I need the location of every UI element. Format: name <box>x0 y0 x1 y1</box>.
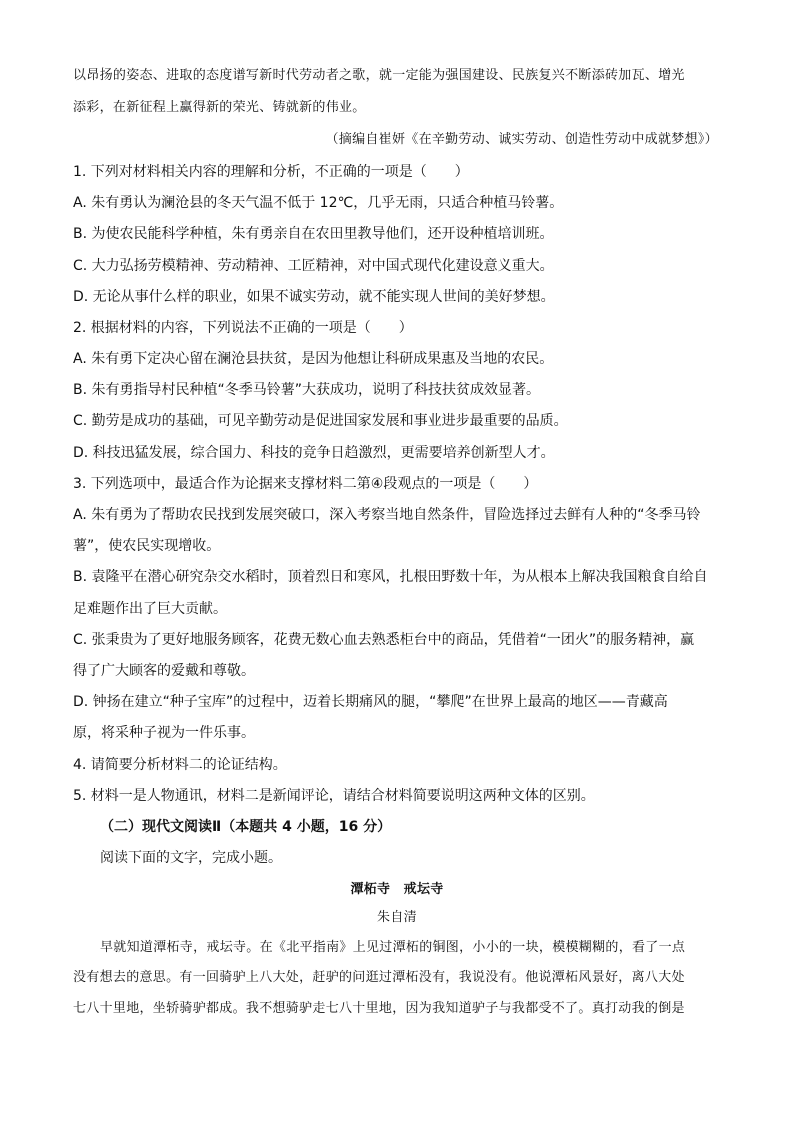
question-3-option-b: B. 袁隆平在潜心研究杂交水稻时，顶着烈日和寒风，扎根田野数十年，为从根本上解决我国粮食自给自 <box>73 569 708 585</box>
article-paragraph-line: 早就知道潭柘寺，戒坛寺。在《北平指南》上见过潭柘的铜图，小小的一块，模模糊糊的，看了一点 <box>100 940 686 955</box>
passage-line: 以昂扬的姿态、进取的态度谱写新时代劳动者之歌，就一定能为强国建设、民族复兴不断添砖加瓦、增光 <box>73 68 685 83</box>
question-3-option-d-cont: 原，将采种子视为一件乐事。 <box>73 725 255 741</box>
question-1-option-c: C. 大力弘扬劳模精神、劳动精神、工匠精神，对中国式现代化建设意义重大。 <box>73 258 554 274</box>
article-author: 朱自清 <box>377 910 417 925</box>
question-3-stem: 3. 下列选项中，最适合作为论据来支撑材料二第④段观点的一项是（ ） <box>73 476 538 492</box>
section-instruction: 阅读下面的文字，完成小题。 <box>100 850 282 866</box>
question-2-stem: 2. 根据材料的内容，下列说法不正确的一项是（ ） <box>73 320 413 336</box>
question-2-option-c: C. 勤劳是成功的基础，可见辛勤劳动是促进国家发展和事业进步最重要的品质。 <box>73 413 568 429</box>
question-1-option-d: D. 无论从事什么样的职业，如果不诚实劳动，就不能实现人世间的美好梦想。 <box>73 289 555 305</box>
question-3-option-c-cont: 得了广大顾客的爱戴和尊敬。 <box>73 663 255 679</box>
question-3-option-b-cont: 足难题作出了巨大贡献。 <box>73 601 227 617</box>
question-2-option-d: D. 科技迅猛发展，综合国力、科技的竞争日趋激烈，更需要培养创新型人才。 <box>73 445 555 461</box>
article-paragraph-line: 七八十里地，坐轿骑驴都成。我不想骑驴走七八十里地，因为我知道驴子与我都受不了。真打动我的倒是 <box>73 1001 685 1016</box>
question-3-option-d: D. 钟扬在建立“种子宝库”的过程中，迈着长期痛风的腿，“攀爬”在世界上最高的地区——青藏高 <box>73 694 668 710</box>
question-2-option-b: B. 朱有勇指导村民种植“冬季马铃薯”大获成功，说明了科技扶贫成效显著。 <box>73 382 541 398</box>
question-3-option-c: C. 张秉贵为了更好地服务顾客，花费无数心血去熟悉柜台中的商品，凭借着“一团火”的服务精神，赢 <box>73 632 695 648</box>
section-heading: （二）现代文阅读Ⅱ（本题共 4 小题，16 分） <box>100 819 392 835</box>
question-1-option-a: A. 朱有勇认为澜沧县的冬天气温不低于 12℃，几乎无雨，只适合种植马铃薯。 <box>73 195 564 211</box>
question-3-option-a: A. 朱有勇为了帮助农民找到发展突破口，深入考察当地自然条件，冒险选择过去鲜有人种的“冬季马铃 <box>73 507 701 523</box>
passage-source: （摘编自崔妍《在辛勤劳动、诚实劳动、创造性劳动中成就梦想》） <box>325 132 718 147</box>
question-4-stem: 4. 请简要分析材料二的论证结构。 <box>73 757 287 773</box>
question-5-stem: 5. 材料一是人物通讯，材料二是新闻评论，请结合材料简要说明这两种文体的区别。 <box>73 788 595 804</box>
question-2-option-a: A. 朱有勇下定决心留在澜沧县扶贫，是因为他想让科研成果惠及当地的农民。 <box>73 351 554 367</box>
article-paragraph-line: 没有想去的意思。有一回骑驴上八大处，赶驴的问逛过潭柘没有，我说没有。他说潭柘风景好，离八大处 <box>73 970 685 985</box>
article-title: 潭柘寺 戒坛寺 <box>350 882 444 897</box>
question-3-option-a-cont: 薯”，使农民实现增收。 <box>73 538 221 554</box>
question-1-option-b: B. 为使农民能科学种植，朱有勇亲自在农田里教导他们，还开设种植培训班。 <box>73 226 554 242</box>
passage-line: 添彩，在新征程上赢得新的荣光、铸就新的伟业。 <box>73 100 366 115</box>
question-1-stem: 1. 下列对材料相关内容的理解和分析，不正确的一项是（ ） <box>73 164 469 180</box>
